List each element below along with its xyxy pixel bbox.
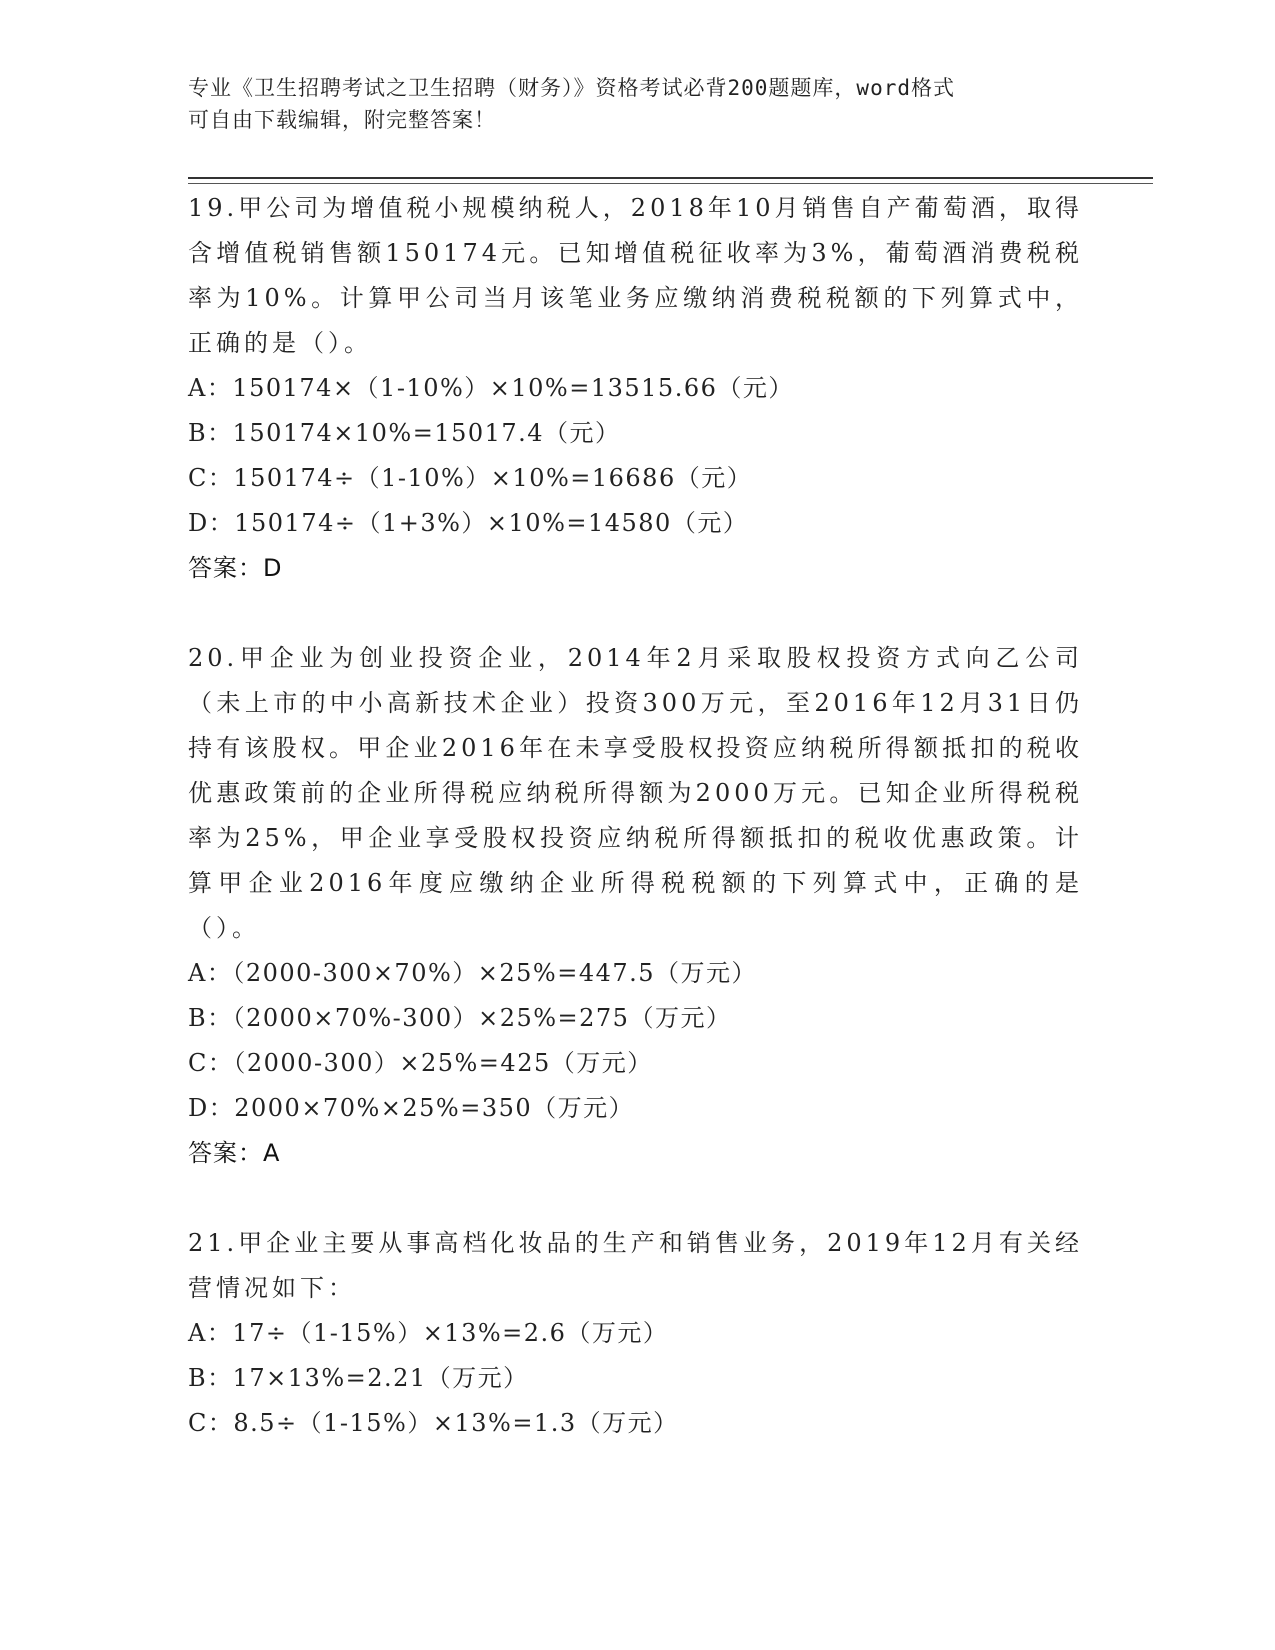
question-21-option-a: A：17÷（1-15%）×13%=2.6（万元） <box>188 1319 669 1347</box>
question-19-option-b: B：150174×10%=15017.4（元） <box>188 419 621 447</box>
question-20-option-d: D：2000×70%×25%=350（万元） <box>188 1094 635 1122</box>
question-21-option-b: B：17×13%=2.21（万元） <box>188 1364 529 1392</box>
question-21-text: 21.甲企业主要从事高档化妆品的生产和销售业务，2019年12月有关经营情况如下： <box>188 1229 1083 1302</box>
question-20-option-c: C：（2000-300）×25%=425（万元） <box>188 1049 653 1077</box>
question-spacer <box>188 1176 1083 1221</box>
header-divider-thin <box>188 183 1153 184</box>
question-21 <box>188 1221 1083 1446</box>
header-divider-thick <box>188 177 1153 179</box>
question-19 <box>188 186 1083 591</box>
question-19-option-d: D：150174÷（1+3%）×10%=14580（元） <box>188 509 749 537</box>
document-header <box>188 72 1068 136</box>
question-20-text: 20.甲企业为创业投资企业，2014年2月采取股权投资方式向乙公司（未上市的中小高新技术企业）投资300万元，至2016年12月31日仍持有该股权。甲企业2016年在未享受股权投资应纳税所得额抵扣的税收优惠政策前的企业所得税应纳税所得额为2000万元。已知企业所得税税率为25%，甲企业享受股权投资应纳税所得额抵扣的税收优惠政策。计算甲企业2016年度应缴纳企业所得税税额的下列算式中，正确的是（）。 <box>188 644 1083 942</box>
question-spacer <box>188 591 1083 636</box>
question-21-option-c: C：8.5÷（1-15%）×13%=1.3（万元） <box>188 1409 679 1437</box>
question-19-option-a: A：150174×（1-10%）×10%=13515.66（元） <box>188 374 794 402</box>
question-20-option-b: B：（2000×70%-300）×25%=275（万元） <box>188 1004 732 1032</box>
question-list <box>188 186 1083 1446</box>
question-20-answer: 答案：A <box>188 1139 281 1167</box>
header-title-line-1: 专业《卫生招聘考试之卫生招聘（财务）》资格考试必背200题题库，word格式 <box>188 76 955 100</box>
header-title-line-2: 可自由下载编辑，附完整答案！ <box>188 108 496 132</box>
question-19-option-c: C：150174÷（1-10%）×10%=16686（元） <box>188 464 753 492</box>
question-19-text: 19.甲公司为增值税小规模纳税人，2018年10月销售自产葡萄酒，取得含增值税销售额150174元。已知增值税征收率为3%，葡萄酒消费税税率为10%。计算甲公司当月该笔业务应缴纳消费税税额的下列算式中，正确的是（）。 <box>188 194 1083 357</box>
question-19-answer: 答案：D <box>188 554 283 582</box>
question-20-option-a: A：（2000-300×70%）×25%=447.5（万元） <box>188 959 758 987</box>
question-20 <box>188 636 1083 1176</box>
